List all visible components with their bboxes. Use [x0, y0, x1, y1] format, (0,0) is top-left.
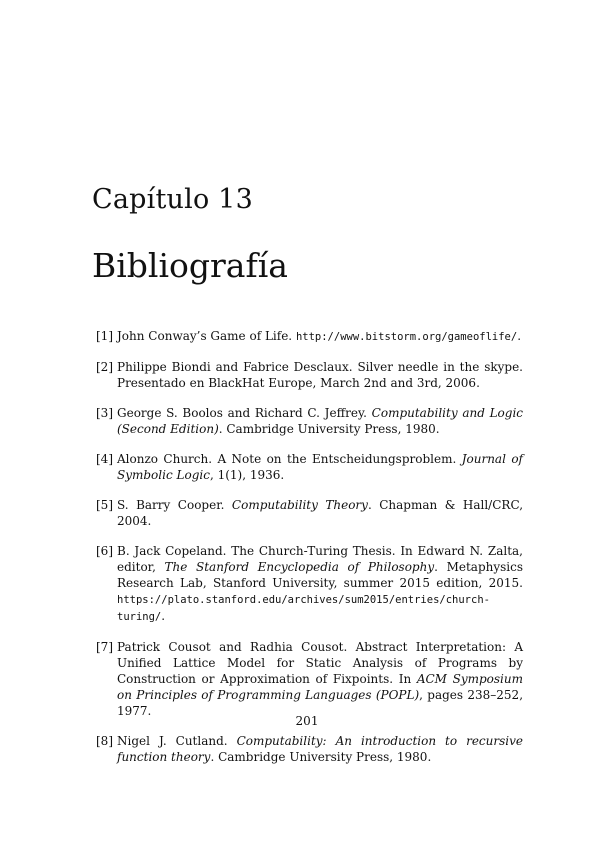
reference-text-part: . Chapman & Hall/CRC, 2004.: [117, 498, 524, 528]
reference-number: [7]: [96, 640, 113, 654]
reference-text-part: S. Barry Cooper.: [117, 498, 232, 512]
reference-text-part: , pages 238–252, 1977.: [117, 688, 524, 718]
reference-number: [8]: [96, 734, 113, 748]
reference-title: Computability Theory: [231, 498, 368, 512]
reference-entry: [96, 497, 523, 529]
reference-text-part: . Cambridge University Press, 1980.: [218, 422, 440, 436]
reference-text-part: . Metaphysics Research Lab, Stanford University, summer 2015 edition, 2015.: [117, 560, 524, 590]
reference-text: [117, 734, 523, 764]
reference-title: Computability: An introduction to recursive function theory: [117, 734, 523, 764]
reference-title: ACM Symposium on Principles of Programming Languages (POPL): [117, 672, 523, 702]
reference-entry: [96, 451, 523, 483]
reference-number: [5]: [96, 498, 113, 512]
reference-url[interactable]: http://www.bitstorm.org/gameoflife/: [295, 331, 518, 343]
reference-text: [117, 640, 523, 718]
reference-entry: [96, 359, 523, 391]
reference-entry: [96, 328, 523, 345]
reference-text-part: , 1(1), 1936.: [209, 468, 285, 482]
reference-url[interactable]: https://plato.stanford.edu/archives/sum2015/entries/church-turing/: [117, 594, 490, 623]
reference-text-part: Alonzo Church. A Note on the Entscheidungsproblem.: [117, 452, 462, 466]
reference-text-part: B. Jack Copeland. The Church-Turing Thesis. In Edward N. Zalta, editor,: [117, 544, 523, 574]
reference-text: [117, 498, 523, 528]
reference-number: [4]: [96, 452, 113, 466]
reference-text-part: George S. Boolos and Richard C. Jeffrey.: [117, 406, 372, 420]
bibliography-list: [96, 328, 523, 765]
reference-text-part: Patrick Cousot and Radhia Cousot. Abstract Interpretation: A Unified Lattice Model for Static Analysis of Programs by Construction or Approximation of Fixpoints. In: [117, 640, 523, 686]
reference-number: [3]: [96, 406, 113, 420]
chapter-label: Capítulo 13: [92, 184, 253, 215]
reference-entry: [96, 639, 523, 719]
page-title: Bibliografía: [92, 246, 288, 285]
reference-text: [117, 406, 523, 436]
reference-title: Journal of Symbolic Logic: [117, 452, 523, 482]
reference-text-part: . Cambridge University Press, 1980.: [210, 750, 432, 764]
reference-text-part: John Conway’s Game of Life.: [117, 329, 296, 343]
reference-number: [2]: [96, 360, 113, 374]
reference-text: [117, 329, 521, 343]
reference-entry: [96, 543, 523, 625]
reference-title: Computability and Logic (Second Edition): [117, 406, 523, 436]
reference-text-part: Nigel J. Cutland.: [117, 734, 237, 748]
reference-text-part: .: [161, 609, 166, 623]
reference-text: [117, 544, 523, 623]
reference-entry: [96, 733, 523, 765]
reference-entry: [96, 405, 523, 437]
reference-title: The Stanford Encyclopedia of Philosophy: [164, 560, 435, 574]
reference-text: [117, 360, 523, 390]
reference-number: [6]: [96, 544, 113, 558]
reference-text-part: .: [517, 329, 522, 343]
reference-text-part: Philippe Biondi and Fabrice Desclaux. Silver needle in the skype. Presentado en BlackHat Europe, March 2nd and 3rd, 2006.: [117, 360, 523, 390]
page-number: 201: [295, 714, 319, 728]
reference-text: [117, 452, 523, 482]
reference-number: [1]: [96, 329, 113, 343]
